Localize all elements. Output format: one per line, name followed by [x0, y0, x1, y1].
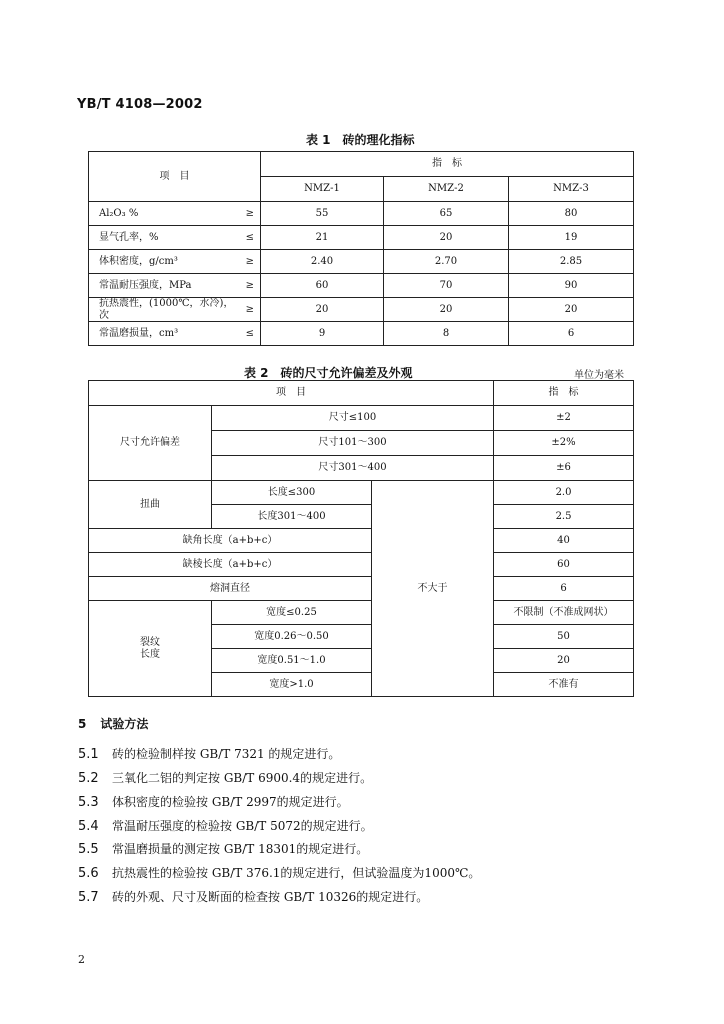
table1-index-header: 指 标	[261, 152, 634, 177]
table2-dimension-tolerance	[88, 380, 634, 697]
table2-value: 50	[494, 625, 634, 649]
table2-condition: 长度≤300	[212, 481, 372, 505]
clause-item	[78, 840, 368, 857]
table2-value: 20	[494, 649, 634, 673]
clause-text: 抗热震性的检验按 GB/T 376.1的规定进行，但试验温度为1000℃。	[112, 866, 481, 880]
table2-condition: 尺寸≤100	[212, 406, 494, 431]
clause-number: 5.1	[78, 747, 99, 762]
table1-row-label: 体积密度，g/cm³	[89, 250, 234, 274]
table2-index-header: 指 标	[494, 381, 634, 406]
table2-value: 6	[494, 577, 634, 601]
clause-item	[78, 745, 340, 762]
clause-text: 体积密度的检验按 GB/T 2997的规定进行。	[112, 795, 349, 809]
table2-caption: 表 2 砖的尺寸允许偏差及外观	[244, 366, 413, 380]
clause-text: 常温磨损量的测定按 GB/T 18301的规定进行。	[112, 842, 369, 856]
crack-length-text: 裂纹长度	[140, 636, 160, 660]
clause-number: 5.5	[78, 842, 99, 857]
clause-item	[78, 817, 373, 834]
clause-number: 5.2	[78, 771, 99, 786]
table1-cell: 21	[261, 226, 384, 250]
clause-item	[78, 864, 480, 881]
clause-number: 5.7	[78, 890, 99, 905]
table1-cell: 65	[384, 202, 509, 226]
size-tolerance-label: 尺寸允许偏差	[89, 406, 212, 481]
table2-unit-note: 单位为毫米	[574, 370, 624, 381]
table2-value: ±2	[494, 406, 634, 431]
table1-cell: 60	[261, 274, 384, 298]
table1-cell: 2.70	[384, 250, 509, 274]
table2-value: 60	[494, 553, 634, 577]
clause-number: 5.3	[78, 795, 99, 810]
table1-cell: 20	[509, 298, 634, 322]
table2-value: 不限制（不准成网状）	[494, 601, 634, 625]
clause-text: 砖的外观、尺寸及断面的检查按 GB/T 10326的规定进行。	[112, 890, 429, 904]
clause-number: 5.4	[78, 819, 99, 834]
page-number: 2	[78, 953, 85, 966]
table2-condition: 宽度0.51～1.0	[212, 649, 372, 673]
clause-text: 三氧化二铝的判定按 GB/T 6900.4的规定进行。	[112, 771, 373, 785]
table1-cell: 20	[384, 298, 509, 322]
table2-condition: 宽度0.26～0.50	[212, 625, 372, 649]
table1-cell: 19	[509, 226, 634, 250]
table2-condition: 宽度≤0.25	[212, 601, 372, 625]
section5-title: 试验方法	[100, 717, 149, 731]
table2-item-header: 项 目	[89, 381, 494, 406]
table1-row-symbol: ≥	[234, 274, 261, 298]
table1-row-label: 显气孔率，%	[89, 226, 234, 250]
table2-condition: 尺寸301～400	[212, 456, 494, 481]
table2-value: ±6	[494, 456, 634, 481]
table1-row-label: 抗热震性，(1000℃，水冷)，次	[89, 298, 234, 322]
table1-grade-header: NMZ-3	[509, 177, 634, 202]
not-greater-label: 不大于	[372, 481, 494, 697]
table1-cell: 2.40	[261, 250, 384, 274]
table1-row-symbol: ≥	[234, 202, 261, 226]
twist-label: 扭曲	[89, 481, 212, 529]
standard-number: YB/T 4108—2002	[77, 97, 203, 112]
table1-row-label: 常温磨损量，cm³	[89, 322, 234, 346]
table1-cell: 90	[509, 274, 634, 298]
table1-row-label: Al₂O₃ %	[89, 202, 234, 226]
table1-cell: 2.85	[509, 250, 634, 274]
table2-condition: 尺寸101～300	[212, 431, 494, 456]
table2-value: 2.5	[494, 505, 634, 529]
table2-condition: 缺棱长度（a+b+c）	[89, 553, 372, 577]
crack-length-label	[89, 601, 212, 697]
clause-item	[78, 888, 428, 905]
table2-condition: 宽度>1.0	[212, 673, 372, 697]
table1-cell: 80	[509, 202, 634, 226]
section5-number: 5	[78, 717, 87, 731]
table1-cell: 6	[509, 322, 634, 346]
table1-cell: 8	[384, 322, 509, 346]
table1-caption: 表 1 砖的理化指标	[306, 133, 415, 147]
table1-row-symbol: ≥	[234, 250, 261, 274]
table1-row-label: 常温耐压强度，MPa	[89, 274, 234, 298]
table1-cell: 55	[261, 202, 384, 226]
table1-cell: 70	[384, 274, 509, 298]
table2-value: ±2%	[494, 431, 634, 456]
table2-value: 2.0	[494, 481, 634, 505]
clause-text: 常温耐压强度的检验按 GB/T 5072的规定进行。	[112, 819, 373, 833]
clause-text: 砖的检验制样按 GB/T 7321 的规定进行。	[112, 747, 341, 761]
table1-physicochemical-indexes	[88, 151, 634, 346]
table1-grade-header: NMZ-1	[261, 177, 384, 202]
table1-cell: 20	[261, 298, 384, 322]
table2-condition: 熔洞直径	[89, 577, 372, 601]
clause-item	[78, 793, 349, 810]
table1-cell: 20	[384, 226, 509, 250]
table1-item-header: 项 目	[89, 152, 261, 202]
table1-grade-header: NMZ-2	[384, 177, 509, 202]
section5-heading	[78, 715, 148, 732]
table2-condition: 缺角长度（a+b+c）	[89, 529, 372, 553]
clause-number: 5.6	[78, 866, 99, 881]
table2-condition: 长度301～400	[212, 505, 372, 529]
table2-value: 40	[494, 529, 634, 553]
table1-cell: 9	[261, 322, 384, 346]
clause-item	[78, 769, 372, 786]
table1-row-symbol: ≥	[234, 298, 261, 322]
table1-row-symbol: ≤	[234, 322, 261, 346]
table2-value: 不准有	[494, 673, 634, 697]
table1-row-symbol: ≤	[234, 226, 261, 250]
